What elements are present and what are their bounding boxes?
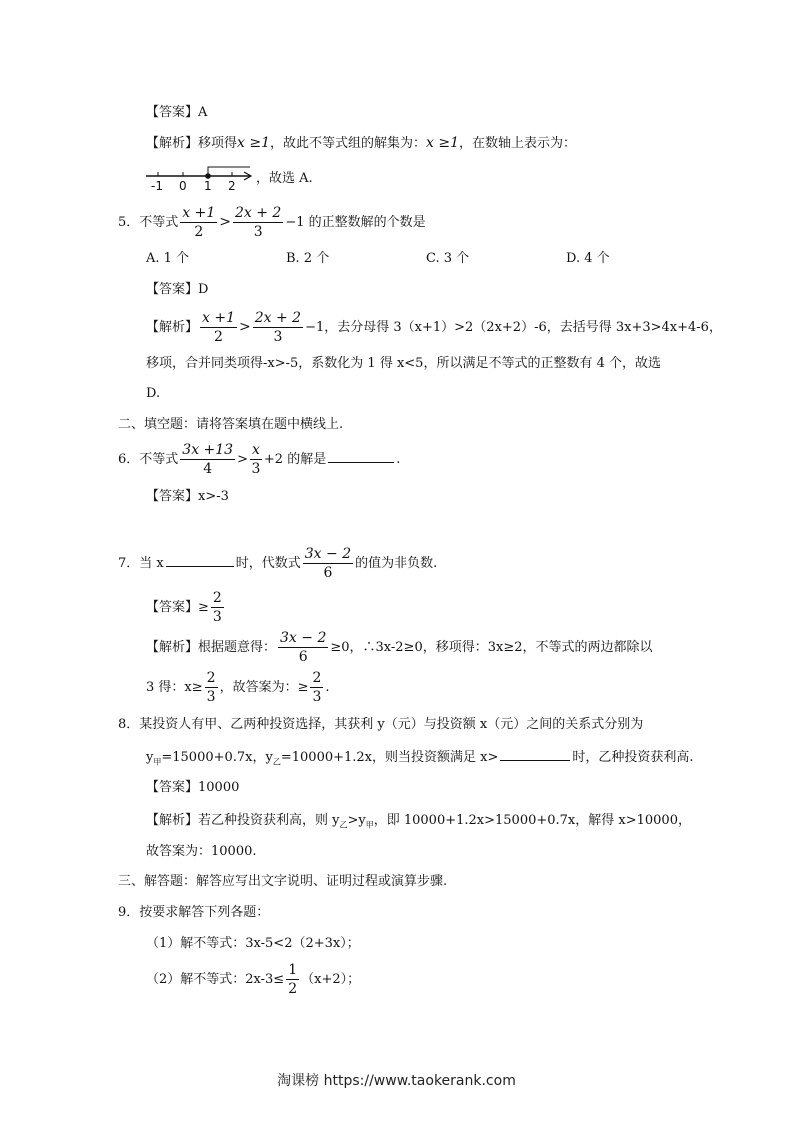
fraction: $\frac{2}{3}$ [206, 670, 216, 705]
q5-option-a: A. 1 个 [146, 251, 190, 266]
q5-analysis-line2: 移项，合并同类项得-x>-5，系数化为 1 得 x<5，所以满足不等式的正整数有 4 个，故选 [146, 356, 661, 371]
q7-stem: 7．当 x 时，代数式 $\frac{3x - 2}{6}$ 的值为非负数. [118, 546, 438, 581]
numberline-suffix: ，故选 A. [256, 171, 313, 186]
answer-blank[interactable] [500, 748, 570, 761]
fraction: $\frac{x +1}{2}$ [202, 310, 235, 345]
q5-answer: 【答案】D [146, 282, 209, 297]
q6-stem: 6．不等式 $\frac{3x +13}{4}$ > $\frac{x}{3}$ +2 的解是 . [118, 442, 401, 477]
tick-label: 2 [228, 179, 236, 193]
fraction: $\frac{x}{3}$ [251, 442, 261, 477]
q8-stem-line1: 8．某投资人有甲、乙两种投资选择，其获利 y（元）与投资额 x（元）之间的关系式分别为 [118, 717, 644, 732]
q8-stem-line2: $y_甲=15000+0.7x$，$y_乙=10000+1.2x$，则当投资额满足 x> 时，乙种投资获利高. [146, 750, 694, 767]
fraction: $\frac{2x + 2}{3}$ [254, 310, 302, 345]
q6-answer: 【答案】x>-3 [146, 489, 229, 504]
q5-option-b: B. 2 个 [286, 251, 330, 266]
section-2-heading: 二、填空题：请将答案填在题中横线上. [118, 417, 344, 432]
tick-label: 0 [179, 179, 187, 193]
q7-analysis-line1: 【解析】根据题意得： $\frac{3x - 2}{6}$ ≥0，∴3x-2≥0，移项得：3x≥2，不等式的两边都除以 [146, 630, 653, 665]
answer-blank[interactable] [166, 554, 234, 567]
q5-option-d: D. 4 个 [566, 251, 610, 266]
q8-answer: 【答案】10000 [146, 780, 240, 795]
fraction: $\frac{2}{3}$ [312, 670, 322, 705]
q8-analysis-line2: 故答案为：10000. [146, 844, 257, 859]
q4-analysis: 【解析】移项得x ≥1，故此不等式组的解集为：x ≥1，在数轴上表示为： [146, 135, 577, 151]
q8-analysis-line1: 【解析】若乙种投资获利高，则 $y_乙>y_甲$，即 10000+1.2x>15000+0.7x，解得 x>10000， [146, 813, 691, 830]
q4-numberline-row [146, 164, 546, 194]
q5-stem: 5．不等式 $\frac{x +1}{2}$ > $\frac{2x + 2}{3}$ −1 的正整数解的个数是 [118, 205, 426, 240]
q5-option-c: C. 3 个 [426, 251, 470, 266]
tick-label: 1 [204, 179, 212, 193]
section-3-heading: 三、解答题：解答应写出文字说明、证明过程或演算步骤. [118, 874, 448, 889]
q4-answer: 【答案】A [146, 105, 208, 120]
q9-stem: 9．按要求解答下列各题： [118, 905, 270, 920]
answer-blank[interactable] [328, 450, 394, 463]
tick-label: -1 [151, 179, 163, 193]
fraction: $\frac{x +1}{2}$ [182, 205, 216, 240]
q9-part2: （2）解不等式：2x-3≤ $\frac{1}{2}$ （x+2）； [146, 962, 361, 997]
fraction: $\frac{1}{2}$ [288, 962, 298, 997]
footer-watermark: 淘课榜 https://www.taokerank.com [277, 1073, 516, 1089]
fraction: $\frac{3x - 2}{6}$ [304, 546, 352, 581]
fraction: $\frac{2x + 2}{3}$ [235, 205, 282, 240]
q7-analysis-line2: 3 得：x≥ $\frac{2}{3}$ ，故答案为：≥ $\frac{2}{3}$ . [146, 670, 330, 705]
q9-part1: （1）解不等式：3x-5<2（2+3x）； [146, 936, 360, 951]
q7-answer: 【答案】≥ $\frac{2}{3}$ [146, 590, 222, 625]
fraction: $\frac{3x +13}{4}$ [182, 442, 234, 477]
q5-analysis-line1: 【解析】 $\frac{x +1}{2}$ > $\frac{2x + 2}{3}$ −1，去分母得 3（x+1）>2（2x+2）-6，去括号得 3x+3>4x+4-6， [146, 310, 722, 345]
q5-analysis-line3: D. [146, 386, 161, 401]
fraction: $\frac{2}{3}$ [212, 590, 222, 625]
fraction: $\frac{3x - 2}{6}$ [280, 630, 327, 665]
